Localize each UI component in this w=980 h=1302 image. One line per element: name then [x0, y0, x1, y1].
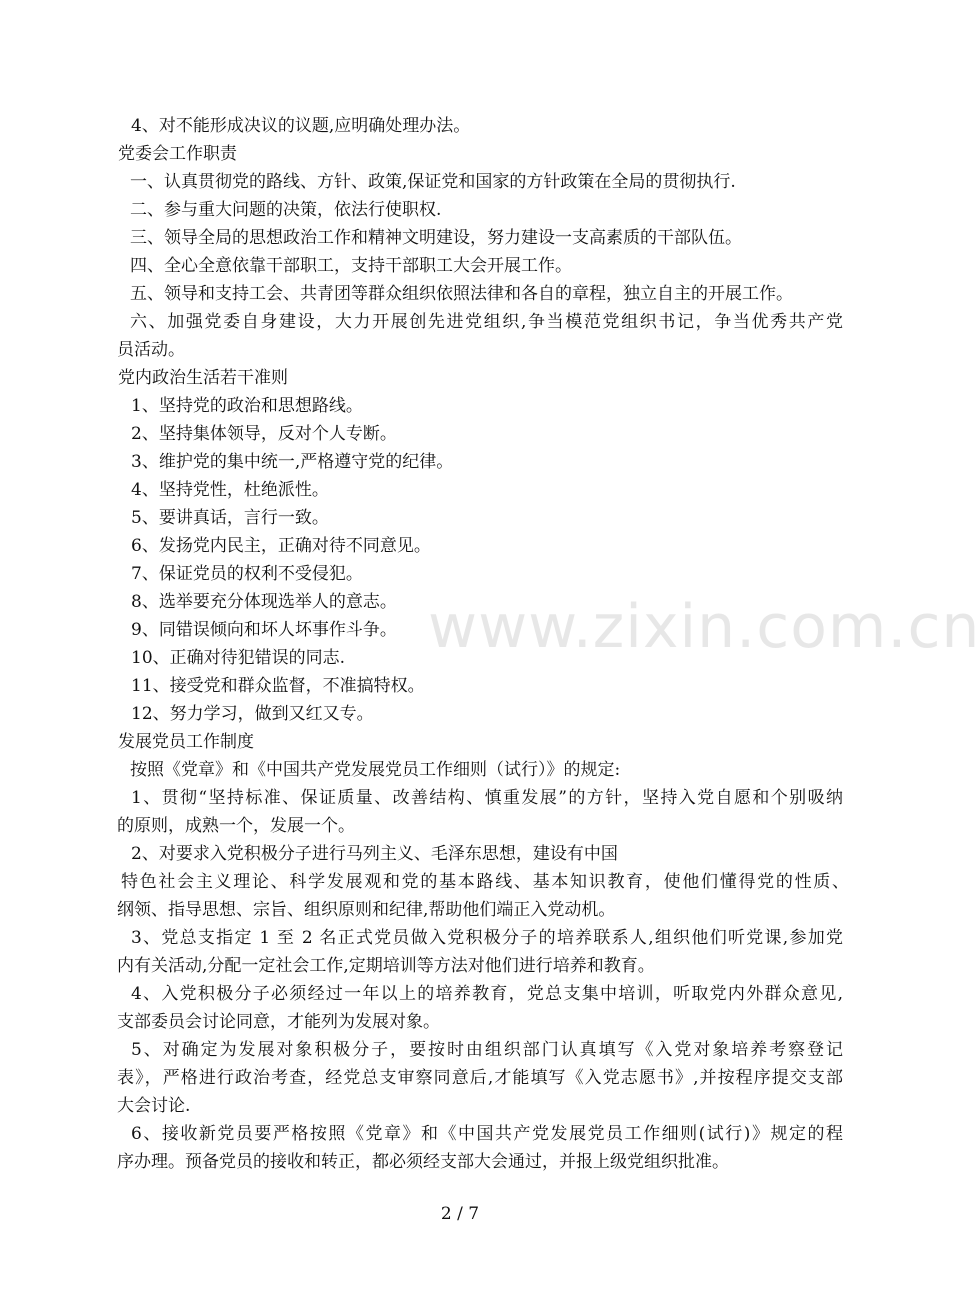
principle-6: 6、发扬党内民主，正确对待不同意见。	[131, 536, 431, 556]
duty-3: 三、领导全局的思想政治工作和精神文明建设，努力建设一支高素质的干部队伍。	[130, 228, 742, 248]
membership-rule-2: 2、对要求入党积极分子进行马列主义、毛泽东思想，建设有中国	[131, 844, 618, 864]
principle-7: 7、保证党员的权利不受侵犯。	[131, 564, 363, 584]
principle-9: 9、同错误倾向和坏人坏事作斗争。	[131, 620, 397, 640]
membership-rule-2-cont-1: 特色社会主义理论、科学发展观和党的基本路线、基本知识教育，使他们懂得党的性质、	[121, 872, 849, 892]
membership-rule-5: 5、对确定为发展对象积极分子，要按时由组织部门认真填写《入党对象培养考察登记	[131, 1040, 843, 1060]
membership-rule-4: 4、入党积极分子必须经过一年以上的培养教育，党总支集中培训，听取党内外群众意见,	[131, 984, 843, 1004]
membership-rule-5-cont-2: 大会讨论.	[117, 1096, 191, 1116]
watermark-text: www.zixin.com.cn	[428, 592, 980, 662]
membership-rule-5-cont-1: 表》，严格进行政治考查，经党总支审察同意后,才能填写《入党志愿书》,并按程序提交支部	[117, 1068, 843, 1088]
section-heading-political-life: 党内政治生活若干准则	[118, 368, 288, 388]
principle-5: 5、要讲真话，言行一致。	[131, 508, 329, 528]
membership-rule-6: 6、接收新党员要严格按照《党章》和《中国共产党发展党员工作细则(试行)》规定的程	[131, 1124, 843, 1144]
rule-4-handling: 4、对不能形成决议的议题,应明确处理办法。	[131, 116, 471, 136]
membership-rule-4-cont: 支部委员会讨论同意，才能列为发展对象。	[117, 1012, 440, 1032]
duty-6-cont: 员活动。	[117, 340, 185, 360]
duty-1: 一、认真贯彻党的路线、方针、政策,保证党和国家的方针政策在全局的贯彻执行.	[130, 172, 736, 192]
duty-6: 六、加强党委自身建设，大力开展创先进党组织,争当模范党组织书记，争当优秀共产党	[130, 312, 843, 332]
page-number: 2 / 7	[440, 1204, 480, 1224]
membership-rule-3-cont: 内有关活动,分配一定社会工作,定期培训等方法对他们进行培养和教育。	[117, 956, 655, 976]
principle-8: 8、选举要充分体现选举人的意志。	[131, 592, 397, 612]
duty-2: 二、参与重大问题的决策，依法行使职权.	[130, 200, 442, 220]
membership-rule-1-cont: 的原则，成熟一个，发展一个。	[117, 816, 355, 836]
principle-1: 1、坚持党的政治和思想路线。	[131, 396, 363, 416]
membership-rule-6-cont: 序办理。预备党员的接收和转正，都必须经支部大会通过，并报上级党组织批准。	[117, 1152, 729, 1172]
principle-4: 4、坚持党性，杜绝派性。	[131, 480, 329, 500]
principle-11: 11、接受党和群众监督，不准搞特权。	[131, 676, 425, 696]
principle-2: 2、坚持集体领导，反对个人专断。	[131, 424, 397, 444]
principle-12: 12、努力学习，做到又红又专。	[131, 704, 374, 724]
duty-5: 五、领导和支持工会、共青团等群众组织依照法律和各自的章程，独立自主的开展工作。	[130, 284, 793, 304]
duty-4: 四、全心全意依靠干部职工，支持干部职工大会开展工作。	[130, 256, 572, 276]
principle-3: 3、维护党的集中统一,严格遵守党的纪律。	[131, 452, 454, 472]
section-heading-membership: 发展党员工作制度	[118, 732, 254, 752]
section-heading-party-committee: 党委会工作职责	[118, 144, 237, 164]
principle-10: 10、正确对待犯错误的同志.	[131, 648, 346, 668]
membership-intro: 按照《党章》和《中国共产党发展党员工作细则（试行）》的规定:	[130, 760, 621, 780]
membership-rule-2-cont-2: 纲领、指导思想、宗旨、组织原则和纪律,帮助他们端正入党动机。	[117, 900, 616, 920]
membership-rule-1: 1、贯彻“坚持标准、保证质量、改善结构、慎重发展”的方针，坚持入党自愿和个别吸纳	[131, 788, 843, 808]
membership-rule-3: 3、党总支指定 1 至 2 名正式党员做入党积极分子的培养联系人,组织他们听党课,参加党	[131, 928, 843, 948]
